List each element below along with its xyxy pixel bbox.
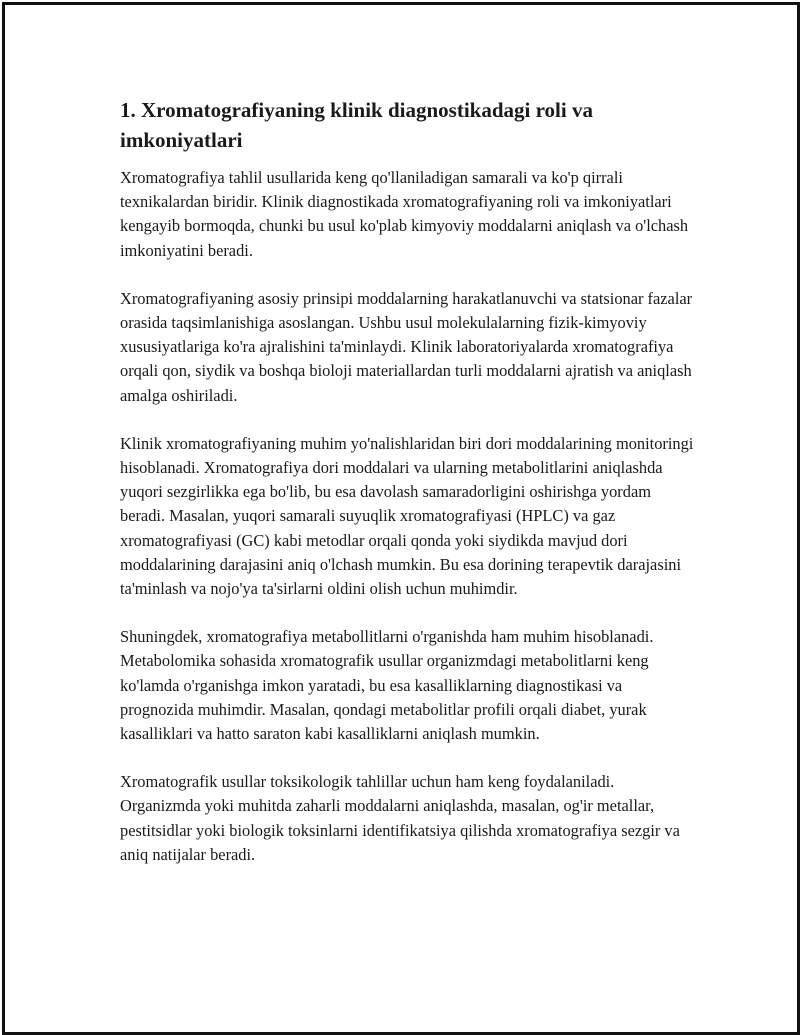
paragraph-toxicology: Xromatografik usullar toksikologik tahlillar uchun ham keng foydalaniladi. Organizmda yoki muhitda zaharli moddalarni aniqlashda, masalan, og'ir metallar, pestitsidlar yoki biologik toksinlarni identifikatsiya qilishda xromatografiya sezgir va aniq natijalar beradi. xyxy=(120,772,680,864)
document-body xyxy=(120,95,695,891)
paragraph-drug-monitoring: Klinik xromatografiyaning muhim yo'nalishlaridan biri dori moddalarining monitoringi hisoblanadi. Xromatografiya dori moddalari va ularning metabolitlarini aniqlashda yuqori sezgirlikka ega bo'lib, bu esa davolash samaradorligini oshirishga yordam beradi. Masalan, yuqori samarali suyuqlik xromatografiyasi (HPLC) va gaz xromatografiyasi (GC) kabi metodlar orqali qonda yoki siydikda mavjud dori moddalarining darajasini aniq o'lchash mumkin. Bu esa dorining terapevtik darajasini ta'minlash va nojo'ya ta'sirlarni oldini olish uchun muhimdir. xyxy=(120,433,694,599)
paragraph-metabolomics: Shuningdek, xromatografiya metabollitlarni o'rganishda ham muhim hisoblanadi. Metabolomika sohasida xromatografik usullar organizmdagi metabolitlarni keng ko'lamda o'rganishga imkon yaratadi, bu esa kasalliklarning diagnostikasi va prognozida muhimdir. Masalan, qondagi metabolitlar profili orqali diabet, yurak kasalliklari va hatto saraton kabi kasalliklarni aniqlash mumkin. xyxy=(120,627,654,744)
paragraph-intro: Xromatografiya tahlil usullarida keng qo'llaniladigan samarali va ko'p qirrali texnikalardan biridir. Klinik diagnostikada xromatografiyaning roli va imkoniyatlari kengayib bormoqda, chunki bu usul ko'plab kimyoviy moddalarni aniqlash va o'lchash imkoniyatini beradi. xyxy=(120,168,689,260)
page-frame xyxy=(2,2,800,1035)
paragraph-principle: Xromatografiyaning asosiy prinsipi moddalarning harakatlanuvchi va statsionar fazalar orasida taqsimlanishiga asoslangan. Ushbu usul molekulalarning fizik-kimyoviy xususiyatlariga ko'ra ajralishini ta'minlaydi. Klinik laboratoriyalarda xromatografiya orqali qon, siydik va boshqa bioloji materiallardan turli moddalarni ajratish va aniqlash amalga oshiriladi. xyxy=(120,288,693,405)
page-title: 1. Xromatografiyaning klinik diagnostikadagi roli va imkoniyatlari xyxy=(120,98,593,152)
